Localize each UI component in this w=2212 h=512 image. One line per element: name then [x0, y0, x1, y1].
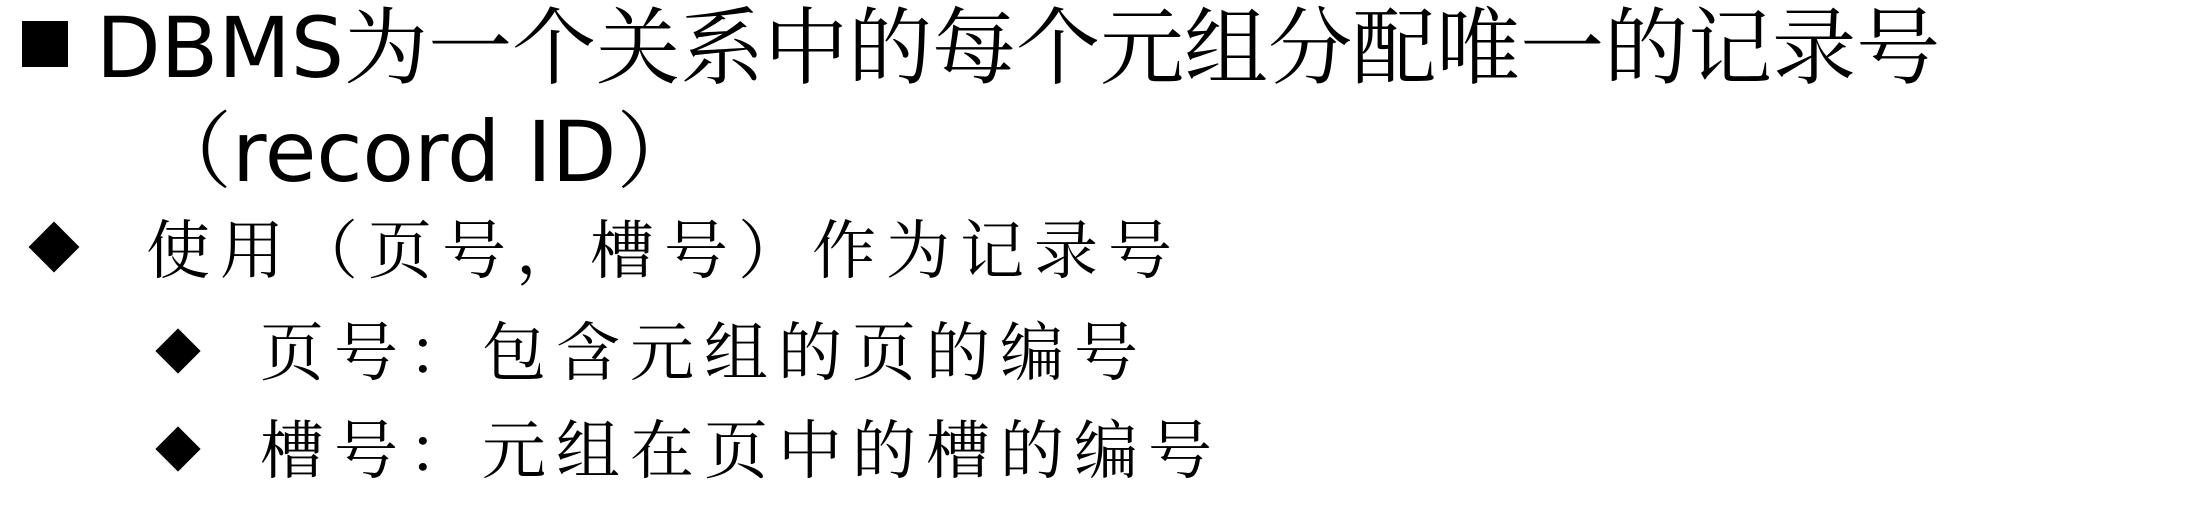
square-bullet-icon — [22, 21, 68, 67]
bullet-sub1-text: 使用（页号，槽号）作为记录号 — [146, 215, 1182, 289]
bullet-sub1 — [22, 215, 1182, 289]
bullet-sub1-1 — [148, 317, 1148, 391]
bullet-main-line2: （record ID） — [148, 103, 701, 201]
diamond-bullet-icon — [155, 328, 200, 373]
bullet-sub1-2-text: 槽号：元组在页中的槽的编号 — [260, 415, 1222, 489]
diamond-bullet-icon — [29, 222, 80, 273]
bullet-main-text: DBMS为一个关系中的每个元组分配唯一的记录号 — [96, 0, 1941, 97]
bullet-sub1-1-text: 页号：包含元组的页的编号 — [260, 317, 1148, 391]
bullet-sub1-2 — [148, 415, 1222, 489]
bullet-main-line1 — [22, 0, 1941, 97]
diamond-bullet-icon — [155, 426, 200, 471]
